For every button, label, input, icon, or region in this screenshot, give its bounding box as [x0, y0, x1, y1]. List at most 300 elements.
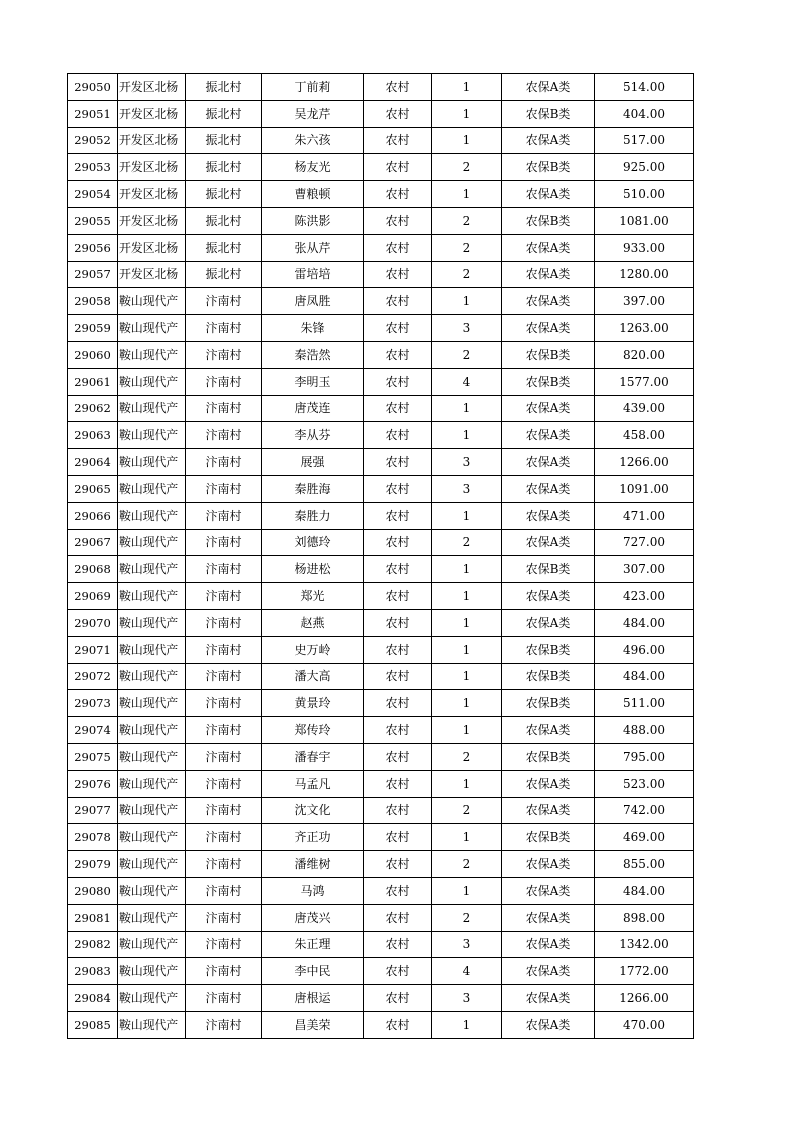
record-id-cell: 29062: [68, 395, 118, 422]
person-count-cell: 2: [432, 261, 502, 288]
amount-cell: 898.00: [595, 904, 694, 931]
record-id-cell: 29082: [68, 931, 118, 958]
amount-cell: 820.00: [595, 341, 694, 368]
amount-cell: 423.00: [595, 583, 694, 610]
district-cell: 鞍山现代产: [118, 502, 186, 529]
amount-cell: 484.00: [595, 663, 694, 690]
name-cell: 黄景玲: [262, 690, 364, 717]
name-cell: 李从芬: [262, 422, 364, 449]
table-row: [68, 127, 694, 154]
village-cell: 汴南村: [186, 877, 262, 904]
amount-cell: 439.00: [595, 395, 694, 422]
insurance-class-cell: 农保A类: [502, 583, 595, 610]
table-row: [68, 529, 694, 556]
district-cell: 鞍山现代产: [118, 958, 186, 985]
insurance-class-cell: 农保A类: [502, 449, 595, 476]
amount-cell: 727.00: [595, 529, 694, 556]
district-cell: 开发区北杨: [118, 74, 186, 101]
household-type-cell: 农村: [364, 851, 432, 878]
record-id-cell: 29056: [68, 234, 118, 261]
table-row: [68, 770, 694, 797]
village-cell: 汴南村: [186, 931, 262, 958]
name-cell: 齐正功: [262, 824, 364, 851]
amount-cell: 925.00: [595, 154, 694, 181]
record-id-cell: 29078: [68, 824, 118, 851]
name-cell: 刘德玲: [262, 529, 364, 556]
village-cell: 汴南村: [186, 529, 262, 556]
village-cell: 振北村: [186, 181, 262, 208]
household-type-cell: 农村: [364, 770, 432, 797]
insurance-class-cell: 农保A类: [502, 529, 595, 556]
household-type-cell: 农村: [364, 958, 432, 985]
village-cell: 汴南村: [186, 395, 262, 422]
district-cell: 鞍山现代产: [118, 743, 186, 770]
household-type-cell: 农村: [364, 315, 432, 342]
insurance-class-cell: 农保A类: [502, 315, 595, 342]
record-id-cell: 29068: [68, 556, 118, 583]
insurance-class-cell: 农保A类: [502, 261, 595, 288]
record-id-cell: 29070: [68, 609, 118, 636]
record-id-cell: 29055: [68, 207, 118, 234]
household-type-cell: 农村: [364, 636, 432, 663]
district-cell: 开发区北杨: [118, 100, 186, 127]
district-cell: 鞍山现代产: [118, 663, 186, 690]
table-row: [68, 985, 694, 1012]
record-id-cell: 29060: [68, 341, 118, 368]
name-cell: 朱六孩: [262, 127, 364, 154]
village-cell: 汴南村: [186, 985, 262, 1012]
household-type-cell: 农村: [364, 449, 432, 476]
record-id-cell: 29050: [68, 74, 118, 101]
insurance-class-cell: 农保A类: [502, 127, 595, 154]
amount-cell: 855.00: [595, 851, 694, 878]
name-cell: 潘维树: [262, 851, 364, 878]
person-count-cell: 2: [432, 851, 502, 878]
person-count-cell: 1: [432, 583, 502, 610]
district-cell: 鞍山现代产: [118, 877, 186, 904]
table-row: [68, 904, 694, 931]
insurance-class-cell: 农保B类: [502, 743, 595, 770]
table-row: [68, 475, 694, 502]
person-count-cell: 2: [432, 234, 502, 261]
household-type-cell: 农村: [364, 181, 432, 208]
record-id-cell: 29063: [68, 422, 118, 449]
village-cell: 汴南村: [186, 636, 262, 663]
person-count-cell: 1: [432, 609, 502, 636]
name-cell: 秦胜力: [262, 502, 364, 529]
amount-cell: 1772.00: [595, 958, 694, 985]
name-cell: 朱锋: [262, 315, 364, 342]
person-count-cell: 1: [432, 181, 502, 208]
name-cell: 郑传玲: [262, 717, 364, 744]
district-cell: 开发区北杨: [118, 234, 186, 261]
table-row: [68, 824, 694, 851]
district-cell: 鞍山现代产: [118, 395, 186, 422]
amount-cell: 496.00: [595, 636, 694, 663]
household-type-cell: 农村: [364, 1011, 432, 1038]
name-cell: 沈文化: [262, 797, 364, 824]
person-count-cell: 3: [432, 315, 502, 342]
household-type-cell: 农村: [364, 502, 432, 529]
name-cell: 潘春宇: [262, 743, 364, 770]
record-id-cell: 29085: [68, 1011, 118, 1038]
village-cell: 汴南村: [186, 743, 262, 770]
insurance-class-cell: 农保A类: [502, 475, 595, 502]
table-row: [68, 636, 694, 663]
table-row: [68, 877, 694, 904]
insurance-class-cell: 农保A类: [502, 1011, 595, 1038]
table-row: [68, 422, 694, 449]
name-cell: 丁前莉: [262, 74, 364, 101]
name-cell: 郑光: [262, 583, 364, 610]
district-cell: 鞍山现代产: [118, 529, 186, 556]
insurance-class-cell: 农保A类: [502, 931, 595, 958]
name-cell: 唐茂连: [262, 395, 364, 422]
amount-cell: 1091.00: [595, 475, 694, 502]
person-count-cell: 1: [432, 100, 502, 127]
name-cell: 唐根运: [262, 985, 364, 1012]
person-count-cell: 3: [432, 449, 502, 476]
person-count-cell: 3: [432, 931, 502, 958]
name-cell: 马鸿: [262, 877, 364, 904]
insurance-class-cell: 农保A类: [502, 181, 595, 208]
person-count-cell: 1: [432, 422, 502, 449]
village-cell: 汴南村: [186, 315, 262, 342]
insurance-class-cell: 农保A类: [502, 958, 595, 985]
name-cell: 李明玉: [262, 368, 364, 395]
person-count-cell: 1: [432, 690, 502, 717]
amount-cell: 742.00: [595, 797, 694, 824]
record-id-cell: 29066: [68, 502, 118, 529]
person-count-cell: 1: [432, 556, 502, 583]
household-type-cell: 农村: [364, 904, 432, 931]
village-cell: 汴南村: [186, 609, 262, 636]
person-count-cell: 2: [432, 797, 502, 824]
person-count-cell: 1: [432, 770, 502, 797]
amount-cell: 1266.00: [595, 449, 694, 476]
records-table: [67, 73, 694, 1039]
household-type-cell: 农村: [364, 74, 432, 101]
name-cell: 史万岭: [262, 636, 364, 663]
table-row: [68, 797, 694, 824]
name-cell: 雷培培: [262, 261, 364, 288]
insurance-class-cell: 农保A类: [502, 422, 595, 449]
district-cell: 鞍山现代产: [118, 690, 186, 717]
record-id-cell: 29059: [68, 315, 118, 342]
village-cell: 汴南村: [186, 1011, 262, 1038]
village-cell: 汴南村: [186, 904, 262, 931]
record-id-cell: 29057: [68, 261, 118, 288]
insurance-class-cell: 农保A类: [502, 288, 595, 315]
insurance-class-cell: 农保A类: [502, 717, 595, 744]
person-count-cell: 2: [432, 341, 502, 368]
household-type-cell: 农村: [364, 154, 432, 181]
village-cell: 汴南村: [186, 958, 262, 985]
person-count-cell: 4: [432, 368, 502, 395]
person-count-cell: 1: [432, 74, 502, 101]
household-type-cell: 农村: [364, 663, 432, 690]
district-cell: 鞍山现代产: [118, 931, 186, 958]
name-cell: 展强: [262, 449, 364, 476]
table-row: [68, 690, 694, 717]
insurance-class-cell: 农保A类: [502, 234, 595, 261]
record-id-cell: 29052: [68, 127, 118, 154]
amount-cell: 488.00: [595, 717, 694, 744]
insurance-class-cell: 农保A类: [502, 74, 595, 101]
amount-cell: 795.00: [595, 743, 694, 770]
table-row: [68, 315, 694, 342]
name-cell: 张从芹: [262, 234, 364, 261]
table-row: [68, 556, 694, 583]
amount-cell: 1280.00: [595, 261, 694, 288]
village-cell: 汴南村: [186, 851, 262, 878]
district-cell: 鞍山现代产: [118, 315, 186, 342]
insurance-class-cell: 农保B类: [502, 100, 595, 127]
household-type-cell: 农村: [364, 475, 432, 502]
person-count-cell: 1: [432, 288, 502, 315]
table-row: [68, 958, 694, 985]
table-row: [68, 663, 694, 690]
amount-cell: 484.00: [595, 609, 694, 636]
village-cell: 振北村: [186, 74, 262, 101]
person-count-cell: 1: [432, 877, 502, 904]
amount-cell: 469.00: [595, 824, 694, 851]
name-cell: 曹粮顿: [262, 181, 364, 208]
village-cell: 汴南村: [186, 690, 262, 717]
district-cell: 鞍山现代产: [118, 288, 186, 315]
record-id-cell: 29065: [68, 475, 118, 502]
table-row: [68, 851, 694, 878]
village-cell: 汴南村: [186, 449, 262, 476]
insurance-class-cell: 农保A类: [502, 609, 595, 636]
amount-cell: 511.00: [595, 690, 694, 717]
insurance-class-cell: 农保A类: [502, 502, 595, 529]
name-cell: 陈洪影: [262, 207, 364, 234]
table-row: [68, 181, 694, 208]
record-id-cell: 29076: [68, 770, 118, 797]
name-cell: 秦胜海: [262, 475, 364, 502]
district-cell: 开发区北杨: [118, 154, 186, 181]
village-cell: 汴南村: [186, 288, 262, 315]
name-cell: 杨友光: [262, 154, 364, 181]
record-id-cell: 29074: [68, 717, 118, 744]
district-cell: 鞍山现代产: [118, 985, 186, 1012]
district-cell: 鞍山现代产: [118, 449, 186, 476]
amount-cell: 404.00: [595, 100, 694, 127]
table-row: [68, 261, 694, 288]
name-cell: 朱正理: [262, 931, 364, 958]
person-count-cell: 2: [432, 529, 502, 556]
name-cell: 赵燕: [262, 609, 364, 636]
insurance-class-cell: 农保B类: [502, 341, 595, 368]
household-type-cell: 农村: [364, 207, 432, 234]
village-cell: 振北村: [186, 127, 262, 154]
records-table-body: [68, 74, 694, 1039]
name-cell: 潘大高: [262, 663, 364, 690]
table-row: [68, 154, 694, 181]
insurance-class-cell: 农保B类: [502, 636, 595, 663]
table-row: [68, 449, 694, 476]
person-count-cell: 1: [432, 717, 502, 744]
amount-cell: 1263.00: [595, 315, 694, 342]
record-id-cell: 29051: [68, 100, 118, 127]
name-cell: 马孟凡: [262, 770, 364, 797]
record-id-cell: 29073: [68, 690, 118, 717]
insurance-class-cell: 农保A类: [502, 985, 595, 1012]
insurance-class-cell: 农保A类: [502, 797, 595, 824]
record-id-cell: 29064: [68, 449, 118, 476]
village-cell: 汴南村: [186, 770, 262, 797]
person-count-cell: 2: [432, 743, 502, 770]
amount-cell: 458.00: [595, 422, 694, 449]
village-cell: 汴南村: [186, 663, 262, 690]
person-count-cell: 1: [432, 663, 502, 690]
record-id-cell: 29080: [68, 877, 118, 904]
amount-cell: 514.00: [595, 74, 694, 101]
amount-cell: 484.00: [595, 877, 694, 904]
table-row: [68, 234, 694, 261]
district-cell: 鞍山现代产: [118, 904, 186, 931]
name-cell: 唐凤胜: [262, 288, 364, 315]
record-id-cell: 29053: [68, 154, 118, 181]
household-type-cell: 农村: [364, 743, 432, 770]
district-cell: 鞍山现代产: [118, 824, 186, 851]
village-cell: 振北村: [186, 234, 262, 261]
insurance-class-cell: 农保B类: [502, 368, 595, 395]
insurance-class-cell: 农保B类: [502, 207, 595, 234]
record-id-cell: 29067: [68, 529, 118, 556]
insurance-class-cell: 农保A类: [502, 877, 595, 904]
household-type-cell: 农村: [364, 877, 432, 904]
person-count-cell: 2: [432, 154, 502, 181]
district-cell: 鞍山现代产: [118, 341, 186, 368]
amount-cell: 1342.00: [595, 931, 694, 958]
village-cell: 振北村: [186, 207, 262, 234]
table-row: [68, 609, 694, 636]
record-id-cell: 29072: [68, 663, 118, 690]
village-cell: 汴南村: [186, 475, 262, 502]
amount-cell: 397.00: [595, 288, 694, 315]
district-cell: 鞍山现代产: [118, 636, 186, 663]
household-type-cell: 农村: [364, 288, 432, 315]
district-cell: 鞍山现代产: [118, 583, 186, 610]
table-row: [68, 368, 694, 395]
amount-cell: 307.00: [595, 556, 694, 583]
household-type-cell: 农村: [364, 529, 432, 556]
household-type-cell: 农村: [364, 717, 432, 744]
record-id-cell: 29084: [68, 985, 118, 1012]
amount-cell: 470.00: [595, 1011, 694, 1038]
household-type-cell: 农村: [364, 100, 432, 127]
record-id-cell: 29075: [68, 743, 118, 770]
table-row: [68, 1011, 694, 1038]
household-type-cell: 农村: [364, 422, 432, 449]
record-id-cell: 29083: [68, 958, 118, 985]
record-id-cell: 29081: [68, 904, 118, 931]
name-cell: 杨进松: [262, 556, 364, 583]
district-cell: 鞍山现代产: [118, 422, 186, 449]
person-count-cell: 1: [432, 824, 502, 851]
table-row: [68, 395, 694, 422]
record-id-cell: 29054: [68, 181, 118, 208]
district-cell: 开发区北杨: [118, 181, 186, 208]
district-cell: 鞍山现代产: [118, 368, 186, 395]
district-cell: 鞍山现代产: [118, 1011, 186, 1038]
district-cell: 鞍山现代产: [118, 770, 186, 797]
district-cell: 鞍山现代产: [118, 851, 186, 878]
district-cell: 鞍山现代产: [118, 609, 186, 636]
insurance-class-cell: 农保A类: [502, 395, 595, 422]
amount-cell: 1081.00: [595, 207, 694, 234]
table-row: [68, 717, 694, 744]
table-row: [68, 583, 694, 610]
village-cell: 振北村: [186, 100, 262, 127]
amount-cell: 1577.00: [595, 368, 694, 395]
household-type-cell: 农村: [364, 797, 432, 824]
person-count-cell: 1: [432, 636, 502, 663]
person-count-cell: 3: [432, 475, 502, 502]
village-cell: 汴南村: [186, 502, 262, 529]
table-row: [68, 502, 694, 529]
district-cell: 鞍山现代产: [118, 475, 186, 502]
amount-cell: 517.00: [595, 127, 694, 154]
insurance-class-cell: 农保A类: [502, 904, 595, 931]
insurance-class-cell: 农保B类: [502, 556, 595, 583]
household-type-cell: 农村: [364, 690, 432, 717]
name-cell: 秦浩然: [262, 341, 364, 368]
insurance-class-cell: 农保A类: [502, 770, 595, 797]
village-cell: 汴南村: [186, 341, 262, 368]
amount-cell: 933.00: [595, 234, 694, 261]
household-type-cell: 农村: [364, 931, 432, 958]
village-cell: 汴南村: [186, 717, 262, 744]
household-type-cell: 农村: [364, 556, 432, 583]
district-cell: 开发区北杨: [118, 261, 186, 288]
table-row: [68, 288, 694, 315]
household-type-cell: 农村: [364, 395, 432, 422]
district-cell: 开发区北杨: [118, 127, 186, 154]
insurance-class-cell: 农保B类: [502, 690, 595, 717]
village-cell: 振北村: [186, 261, 262, 288]
district-cell: 鞍山现代产: [118, 556, 186, 583]
person-count-cell: 1: [432, 1011, 502, 1038]
household-type-cell: 农村: [364, 609, 432, 636]
village-cell: 振北村: [186, 154, 262, 181]
table-row: [68, 100, 694, 127]
person-count-cell: 4: [432, 958, 502, 985]
person-count-cell: 3: [432, 985, 502, 1012]
district-cell: 开发区北杨: [118, 207, 186, 234]
person-count-cell: 2: [432, 207, 502, 234]
household-type-cell: 农村: [364, 368, 432, 395]
record-id-cell: 29079: [68, 851, 118, 878]
person-count-cell: 1: [432, 127, 502, 154]
household-type-cell: 农村: [364, 127, 432, 154]
insurance-class-cell: 农保B类: [502, 824, 595, 851]
person-count-cell: 1: [432, 395, 502, 422]
record-id-cell: 29077: [68, 797, 118, 824]
village-cell: 汴南村: [186, 824, 262, 851]
amount-cell: 471.00: [595, 502, 694, 529]
household-type-cell: 农村: [364, 824, 432, 851]
table-row: [68, 931, 694, 958]
record-id-cell: 29058: [68, 288, 118, 315]
household-type-cell: 农村: [364, 234, 432, 261]
village-cell: 汴南村: [186, 797, 262, 824]
table-row: [68, 743, 694, 770]
name-cell: 唐茂兴: [262, 904, 364, 931]
person-count-cell: 2: [432, 904, 502, 931]
